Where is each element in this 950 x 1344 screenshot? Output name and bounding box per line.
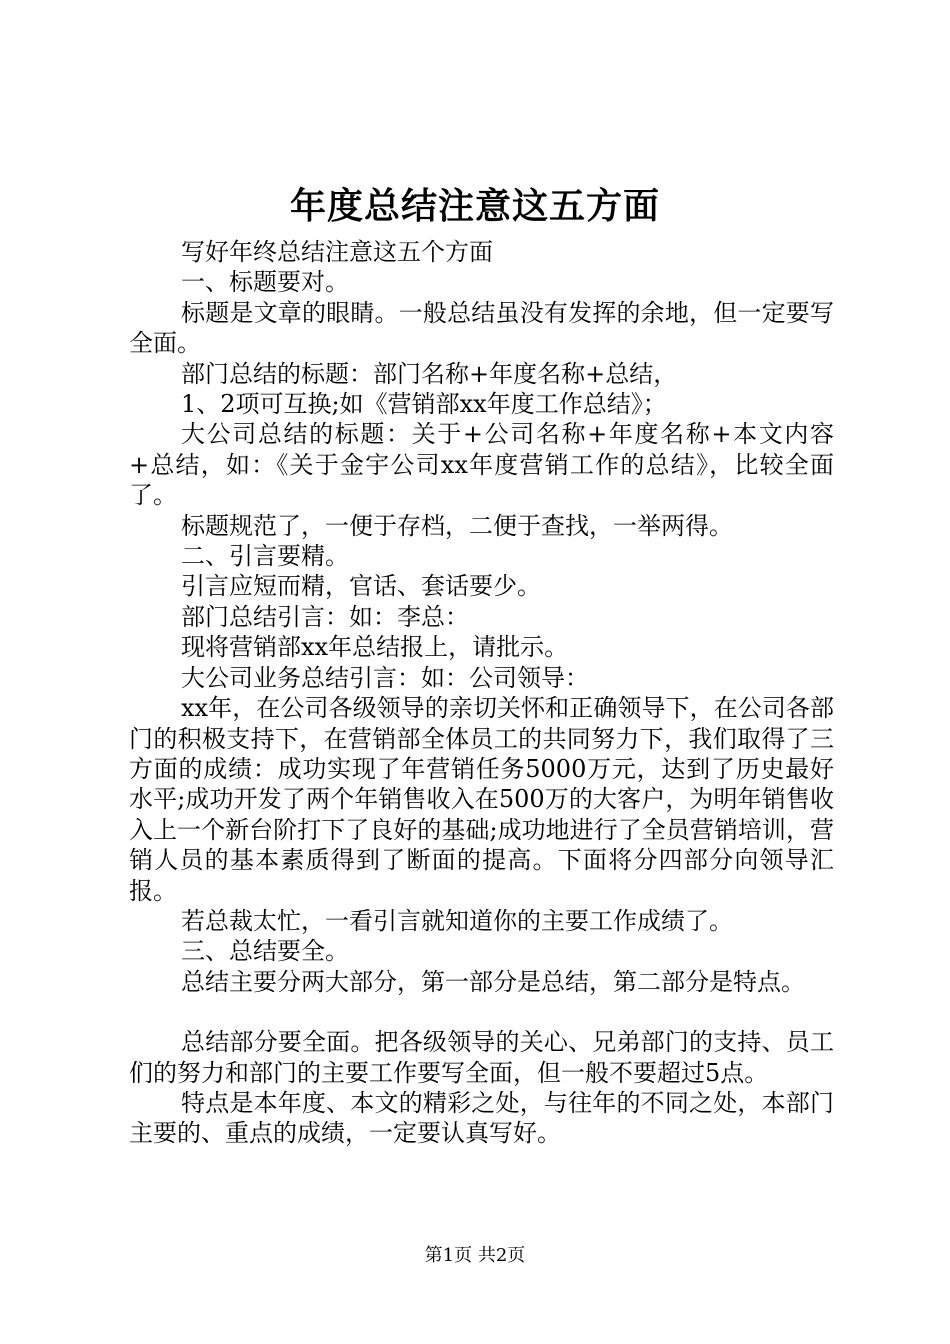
- paragraph: 现将营销部xx年总结报上，请批示。: [181, 633, 569, 662]
- paragraph: xx年，在公司各级领导的亲切关怀和正确领导下，在公司各部门的积极支持下，在营销部全体员工的共同努力下，我们取得了三方面的成绩：成功实现了年营销任务5000万元，达到了历史最好水平;成功开发了两个年销售收入在500万的大客户，为明年销售收入上一个新台阶打下了良好的基础;成功地进行了全员营销培训，营销人员的基本素质得到了断面的提高。下面将分四部分向领导汇报。: [129, 694, 834, 905]
- document-title: 年度总结注意这五方面: [289, 186, 660, 227]
- paragraph: 特点是本年度、本文的精彩之处，与往年的不同之处，本部门主要的、重点的成绩，一定要认真写好。: [129, 1088, 834, 1148]
- paragraph: 标题是文章的眼睛。一般总结虽没有发挥的余地，但一定要写全面。: [129, 298, 834, 358]
- paragraph: 标题规范了，一便于存档，二便于查找，一举两得。: [181, 511, 733, 540]
- paragraph: 1、2项可互换;如《营销部xx年度工作总结》；: [181, 390, 667, 419]
- section-heading: 二、引言要精。: [181, 542, 349, 571]
- page-footer: 第1页 共2页: [424, 1245, 526, 1266]
- paragraph: 部门总结的标题：部门名称+年度名称+总结，: [181, 359, 678, 388]
- paragraph: 引言应短而精，官话、套话要少。: [181, 572, 541, 601]
- paragraph: 总结主要分两大部分，第一部分是总结，第二部分是特点。: [181, 967, 805, 996]
- paragraph: 大公司总结的标题：关于+公司名称+年度名称+本文内容+总结，如：《关于金宇公司xx年度营销工作的总结》，比较全面了。: [129, 420, 834, 510]
- paragraph: 总结部分要全面。把各级领导的关心、兄弟部门的支持、员工们的努力和部门的主要工作要写全面，但一般不要超过5点。: [129, 1028, 834, 1087]
- document-body: [129, 237, 834, 1149]
- section-heading: 三、总结要全。: [181, 937, 349, 966]
- paragraph: 写好年终总结注意这五个方面: [181, 238, 493, 266]
- paragraph: 部门总结引言：如：李总：: [181, 602, 469, 631]
- section-heading: 一、标题要对。: [181, 268, 349, 297]
- paragraph: 若总裁太忙，一看引言就知道你的主要工作成绩了。: [181, 906, 733, 935]
- paragraph: 大公司业务总结引言：如：公司领导：: [181, 663, 589, 692]
